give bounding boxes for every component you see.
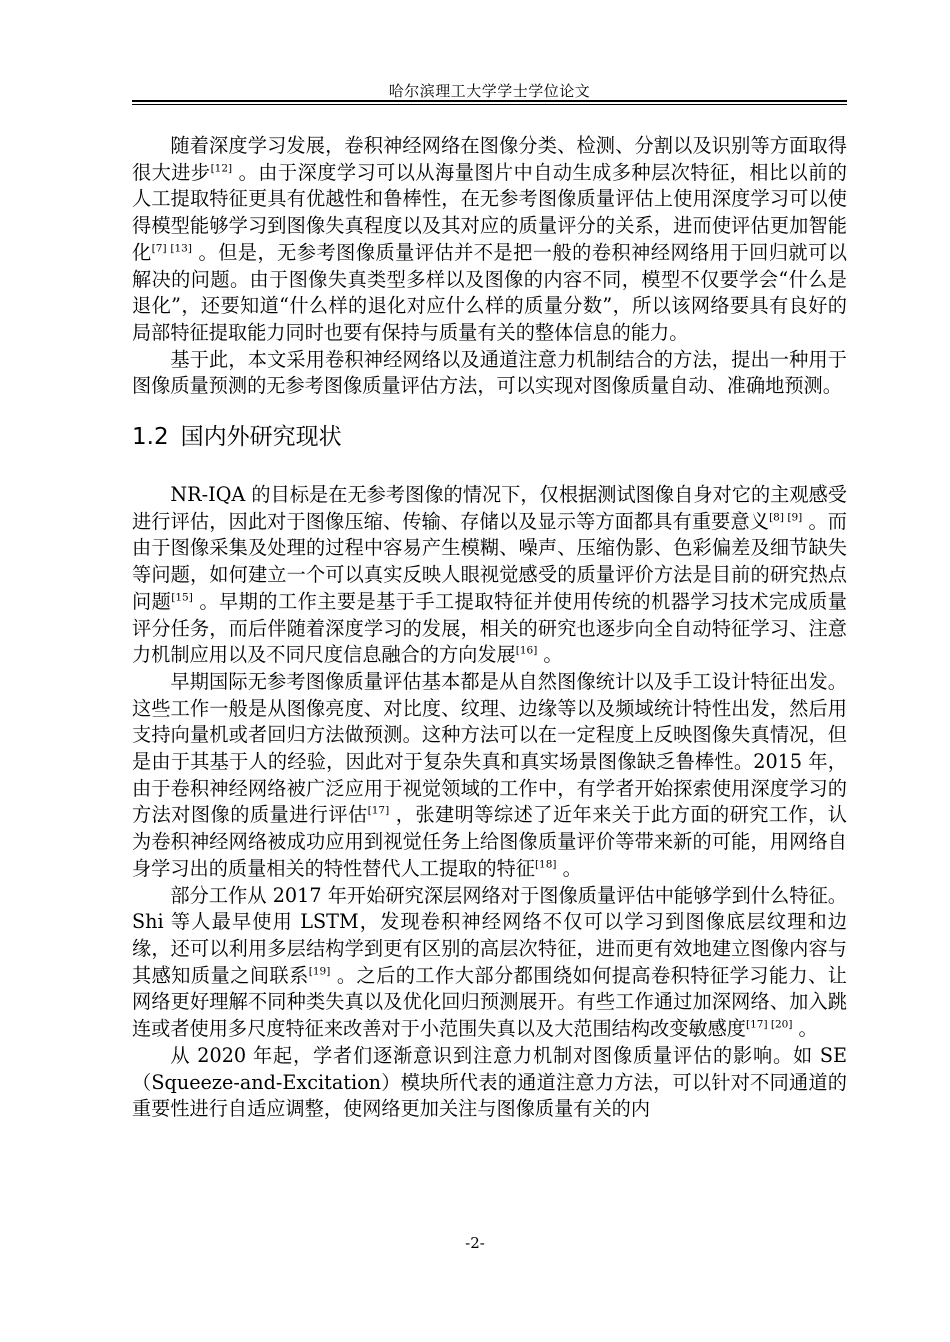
paragraph-text: 部分工作从 2017 年开始研究深层网络对于图像质量评估中能够学到什么特征。Shi 等人最早使用 LSTM，发现卷积神经网络不仅可以学习到图像底层纹理和边缘，还可以利用多层结构学到更有区别的高层次特征，进而更有效地建立图像内容与其感知质量之间联系 — [132, 883, 847, 987]
running-header: 哈尔滨理工大学学士学位论文 — [388, 82, 591, 100]
section-title-text: 国内外研究现状 — [180, 424, 342, 451]
citation-ref: [17] [20] — [746, 1018, 793, 1031]
paragraph-text: 从 2020 年起，学者们逐渐意识到注意力机制对图像质量评估的影响。如 SE（Squeeze-and-Excitation）模块所代表的通道注意力方法，可以针对不同通道的重要性进行自适应调整，使网络更加关注与图像质量有关的内 — [132, 1043, 847, 1121]
header-rule-thick — [132, 100, 847, 102]
paragraph — [132, 1043, 847, 1123]
paragraph-text: 。 — [537, 643, 563, 667]
paragraph-text: ，张建明等综述了近年来关于此方面的研究工作，认为卷积神经网络被成功应用到视觉任务上给图像质量评价等带来新的可能，用网络自身学习出的质量相关的特性替代人工提取的特征 — [132, 803, 847, 880]
paragraph-text: NR-IQA 的目标是在无参考图像的情况下，仅根据测试图像自身对它的主观感受进行评估，因此对于图像压缩、传输、存储以及显示等方面都具有重要意义 — [132, 483, 847, 533]
paragraph — [132, 669, 847, 883]
paragraph-text: 基于此，本文采用卷积神经网络以及通道注意力机制结合的方法，提出一种用于图像质量预测的无参考图像质量评估方法，可以实现对图像质量自动、准确地预测。 — [132, 347, 847, 398]
paragraph-text: 随着深度学习发展，卷积神经网络在图像分类、检测、分割以及识别等方面取得很大进步 — [132, 134, 847, 184]
intro-paragraphs — [132, 133, 847, 400]
paragraph-text: 。 — [792, 1017, 818, 1041]
citation-ref: [12] — [210, 162, 233, 175]
section-heading — [132, 422, 847, 452]
paragraph — [132, 347, 847, 400]
paragraph — [132, 883, 847, 1043]
citation-ref: [8] [9] — [769, 511, 803, 524]
paragraph — [132, 482, 847, 669]
paragraph-text: 。早期的工作主要是基于手工提取特征并使用传统的机器学习技术完成质量评分任务，而后伴随着深度学习的发展，相关的研究也逐步向全自动特征学习、注意力机制应用以及不同尺度信息融合的方向发展 — [132, 589, 847, 667]
citation-ref: [17] — [367, 805, 390, 818]
body-text — [132, 133, 847, 1123]
citation-ref: [7] [13] — [151, 242, 192, 255]
page-number: -2- — [465, 1234, 485, 1252]
paragraph — [132, 133, 847, 347]
paragraph-text: 。但是，无参考图像质量评估并不是把一般的卷积神经网络用于回归就可以解决的问题。由于图像失真类型多样以及图像的内容不同，模型不仅要学会“什么是退化”，还要知道“什么样的退化对应什么样的质量分数”，所以该网络要具有良好的局部特征提取能力同时也要有保持与质量有关的整体信息的能力。 — [132, 240, 847, 344]
citation-ref: [15] — [171, 591, 193, 604]
header-rule-thin — [132, 104, 847, 105]
paragraph-text: 。由于深度学习可以从海量图片中自动生成多种层次特征，相比以前的人工提取特征更具有优越性和鲁棒性，在无参考图像质量评估上使用深度学习可以使得模型能够学习到图像失真程度以及其对应的质量评分的关系，进而使评估更加智能化 — [132, 160, 847, 264]
citation-ref: [16] — [515, 644, 538, 657]
paragraph-text: 。之后的工作大部分都围绕如何提高卷积特征学习能力、让网络更好理解不同种类失真以及优化回归预测展开。有些工作通过加深网络、加入跳连或者使用多尺度特征来改善对于小范围失真以及大范围结构改变敏感度 — [132, 963, 847, 1041]
paragraph-text: 。 — [556, 856, 582, 880]
section-number: 1.2 — [132, 424, 169, 451]
section-paragraphs — [132, 482, 847, 1123]
paragraph-text: 早期国际无参考图像质量评估基本都是从自然图像统计以及手工设计特征出发。这些工作一般是从图像亮度、对比度、纹理、边缘等以及频域统计特性出发，然后用支持向量机或者回归方法做预测。这种方法可以在一定程度上反映图像失真情况，但是由于其基于人的经验，因此对于复杂失真和真实场景图像缺乏鲁棒性。2015 年，由于卷积神经网络被广泛应用于视觉领域的工作中，有学者开始探索使用深度学习的方法对图像的质量进行评估 — [132, 669, 847, 827]
paragraph-text: 。而由于图像采集及处理的过程中容易产生模糊、噪声、压缩伪影、色彩偏差及细节缺失等问题，如何建立一个可以真实反映人眼视觉感受的质量评价方法是目前的研究热点问题 — [132, 509, 847, 613]
citation-ref: [19] — [308, 965, 331, 978]
citation-ref: [18] — [534, 858, 557, 871]
